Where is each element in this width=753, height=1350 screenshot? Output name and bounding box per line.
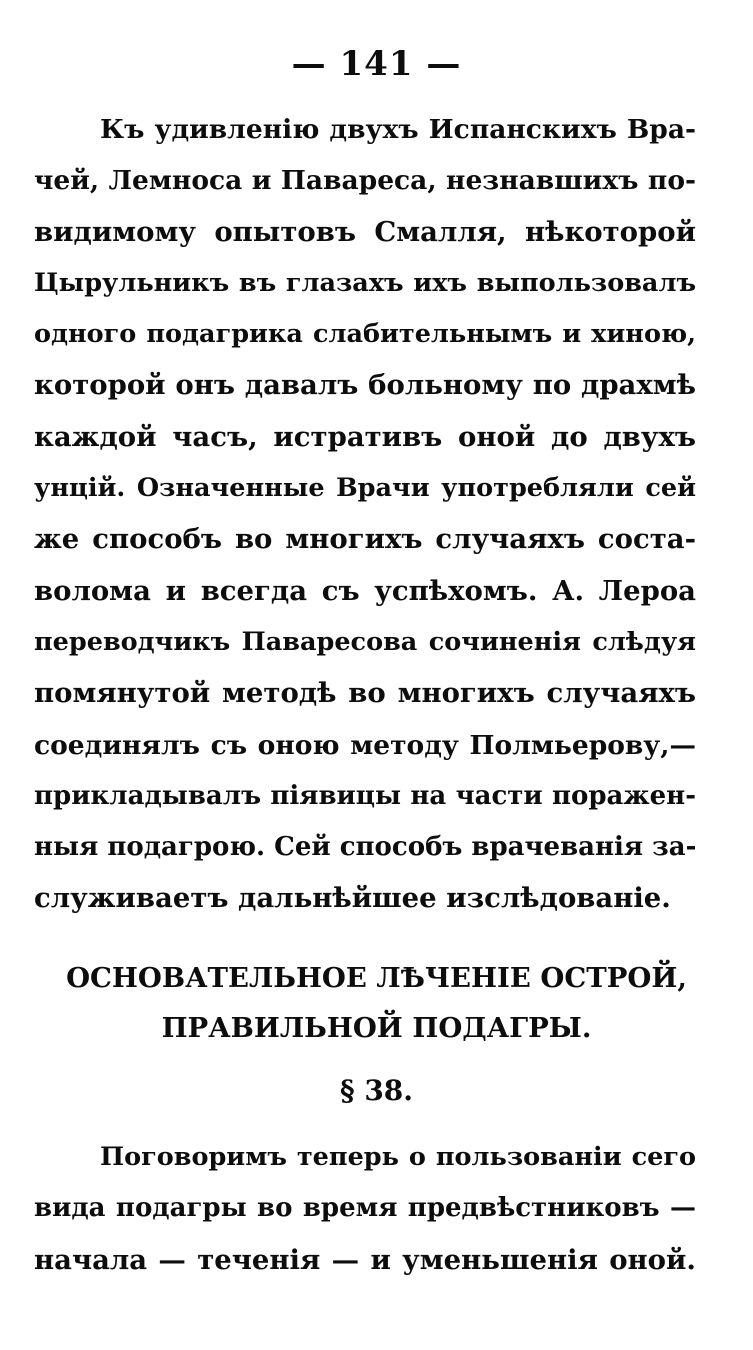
text-line: видимому опытовъ Смалля, нѣкоторой (34, 215, 696, 248)
text-line: начала — теченія — и уменьшенія оной. (34, 1243, 696, 1276)
text-line: Цырульникъ въ глазахъ ихъ выпользовалъ (34, 267, 696, 298)
text-line: вида подагры во время предвѣстниковъ — (34, 1193, 696, 1224)
text-line: ныя подагрою. Сей способъ врачеванія за- (34, 832, 696, 863)
chapter-heading (0, 953, 753, 1053)
text-line: которой онъ давалъ больному по драхмѣ (34, 369, 696, 402)
text-line: унцій. Означенные Врачи употребляли сей (34, 473, 696, 504)
section-number: § 38. (339, 1074, 414, 1107)
text-line: чей, Лемноса и Павареса, незнавшихъ по- (34, 165, 696, 197)
text-line: служиваетъ дальнѣйшее изслѣдованіе. (34, 882, 671, 915)
paragraph-2 (34, 1132, 696, 1286)
paragraph-1 (34, 104, 696, 925)
text-line: Къ удивленію двухъ Испанскихъ Вра- (100, 114, 696, 145)
text-line: Поговоримъ теперь о пользованіи сего (100, 1142, 696, 1172)
heading-line-1: ОСНОВАТЕЛЬНОЕ ЛѢЧЕНІЕ ОСТРОЙ, (66, 962, 687, 994)
text-line: соединялъ съ оною методу Полмьерову,— (34, 729, 696, 761)
text-line: одного подагрика слабительнымъ и хиною, (34, 319, 696, 350)
text-line: каждой часъ, истративъ оной до двухъ (34, 420, 696, 453)
text-line: помянутой методѣ во многихъ случаяхъ (34, 677, 696, 710)
page-number: — 141 — (291, 44, 462, 84)
text-line: волома и всегда съ успѣхомъ. А. Лероа (34, 574, 696, 607)
heading-line-2: ПРАВИЛЬНОЙ ПОДАГРЫ. (161, 1012, 592, 1044)
text-line: прикладывалъ піявицы на части поражен- (34, 780, 696, 811)
text-line: же способъ во многихъ случаяхъ состa- (34, 523, 696, 556)
text-line: переводчикъ Паваресова сочиненія слѣдуя (34, 626, 696, 657)
